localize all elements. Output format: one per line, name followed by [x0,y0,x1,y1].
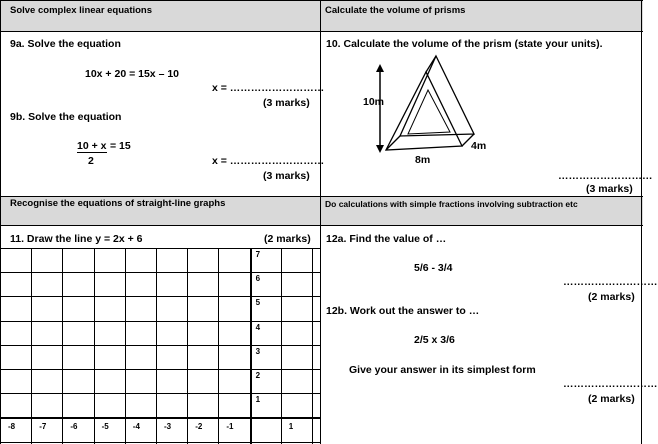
q9a-label: 9a. Solve the equation [10,38,121,50]
x-tick-label: -3 [164,422,172,432]
arrow-up-icon [376,64,384,72]
y-tick-label: 5 [255,298,261,308]
header-top-left: Solve complex linear equations [10,5,153,16]
header-bottom-right: Do calculations with simple fractions involving subtraction etc [325,199,578,209]
q12b-instruction: Give your answer in its simplest form [349,364,536,376]
grid-vertical-line [94,248,95,444]
coordinate-grid[interactable] [0,248,321,444]
q9a-equation: 10x + 20 = 15x – 10 [85,68,180,80]
q12b-expression: 2/5 x 3/6 [414,334,455,346]
x-axis [0,417,321,419]
y-axis [250,248,252,444]
y-tick-label: 6 [255,274,261,284]
q12a-marks: (2 marks) [588,291,635,303]
q9b-marks: (3 marks) [263,170,310,182]
grid-vertical-line [218,248,219,444]
prism-inner-face [408,90,450,134]
prism-edge-2 [426,56,436,72]
header-top-right: Calculate the volume of prisms [325,5,466,16]
grid-vertical-line [312,248,313,444]
q10-base-label: 8m [415,154,431,166]
grid-vertical-line [0,248,1,444]
q12a-label: 12a. Find the value of … [326,233,447,245]
q9a-marks: (3 marks) [263,97,310,109]
q12b-answer-line[interactable]: ……………………… [563,378,658,390]
grid-vertical-line [156,248,157,444]
x-tick-label: -5 [101,422,109,432]
grid-horizontal-line [0,442,321,443]
grid-horizontal-line [0,321,321,322]
q11-marks: (2 marks) [264,233,311,245]
divider-middle-header [0,225,643,226]
grid-horizontal-line [0,369,321,370]
q9b-denominator: 2 [88,155,94,167]
fraction-bar [77,152,107,153]
q9a-answer-line[interactable]: x = ……………………… [212,82,325,94]
prism-edge-1 [386,136,400,150]
grid-horizontal-line [0,393,321,394]
q9b-numerator: 10 + x [77,140,107,152]
grid-horizontal-line [0,345,321,346]
q10-depth-label: 4m [471,140,487,152]
y-tick-label: 4 [255,322,261,332]
grid-vertical-line [62,248,63,444]
border-top [0,0,643,1]
q11-label: 11. Draw the line y = 2x + 6 [10,233,143,245]
grid-horizontal-line [0,248,321,249]
grid-horizontal-line [0,272,321,273]
q12b-marks: (2 marks) [588,393,635,405]
q9b-label: 9b. Solve the equation [10,111,122,123]
q10-marks: (3 marks) [586,183,633,195]
grid-vertical-line [125,248,126,444]
y-tick-label: 2 [255,371,261,380]
q12b-label: 12b. Work out the answer to … [326,305,480,317]
x-tick-label: 1 [288,422,294,432]
q12a-answer-line[interactable]: ……………………… [563,276,658,288]
q10-answer-line[interactable]: ……………………… [558,170,653,182]
q9b-rhs: = 15 [110,140,131,152]
grid-horizontal-line [0,296,321,297]
y-tick-label: 3 [255,346,261,356]
x-tick-label: -2 [195,422,203,432]
q12a-expression: 5/6 - 3/4 [414,262,453,274]
grid-vertical-line [187,248,188,444]
divider-middle-top [0,196,643,197]
arrow-down-icon [376,145,384,153]
q10-label: 10. Calculate the volume of the prism (state your units). [326,38,603,50]
y-tick-label: 1 [255,395,261,405]
q9b-answer-line[interactable]: x = ……………………… [212,155,325,167]
y-tick-label: 7 [255,250,261,259]
x-tick-label: -8 [8,422,16,432]
x-tick-label: -6 [70,422,78,432]
x-tick-label: -4 [132,422,140,432]
grid-vertical-line [31,248,32,444]
header-bottom-left: Recognise the equations of straight-line graphs [10,198,226,209]
grid-vertical-line [281,248,282,444]
q10-height-label: 10m [363,96,385,108]
divider-top-header [0,31,643,32]
x-tick-label: -1 [226,422,234,432]
x-tick-label: -7 [39,422,47,432]
